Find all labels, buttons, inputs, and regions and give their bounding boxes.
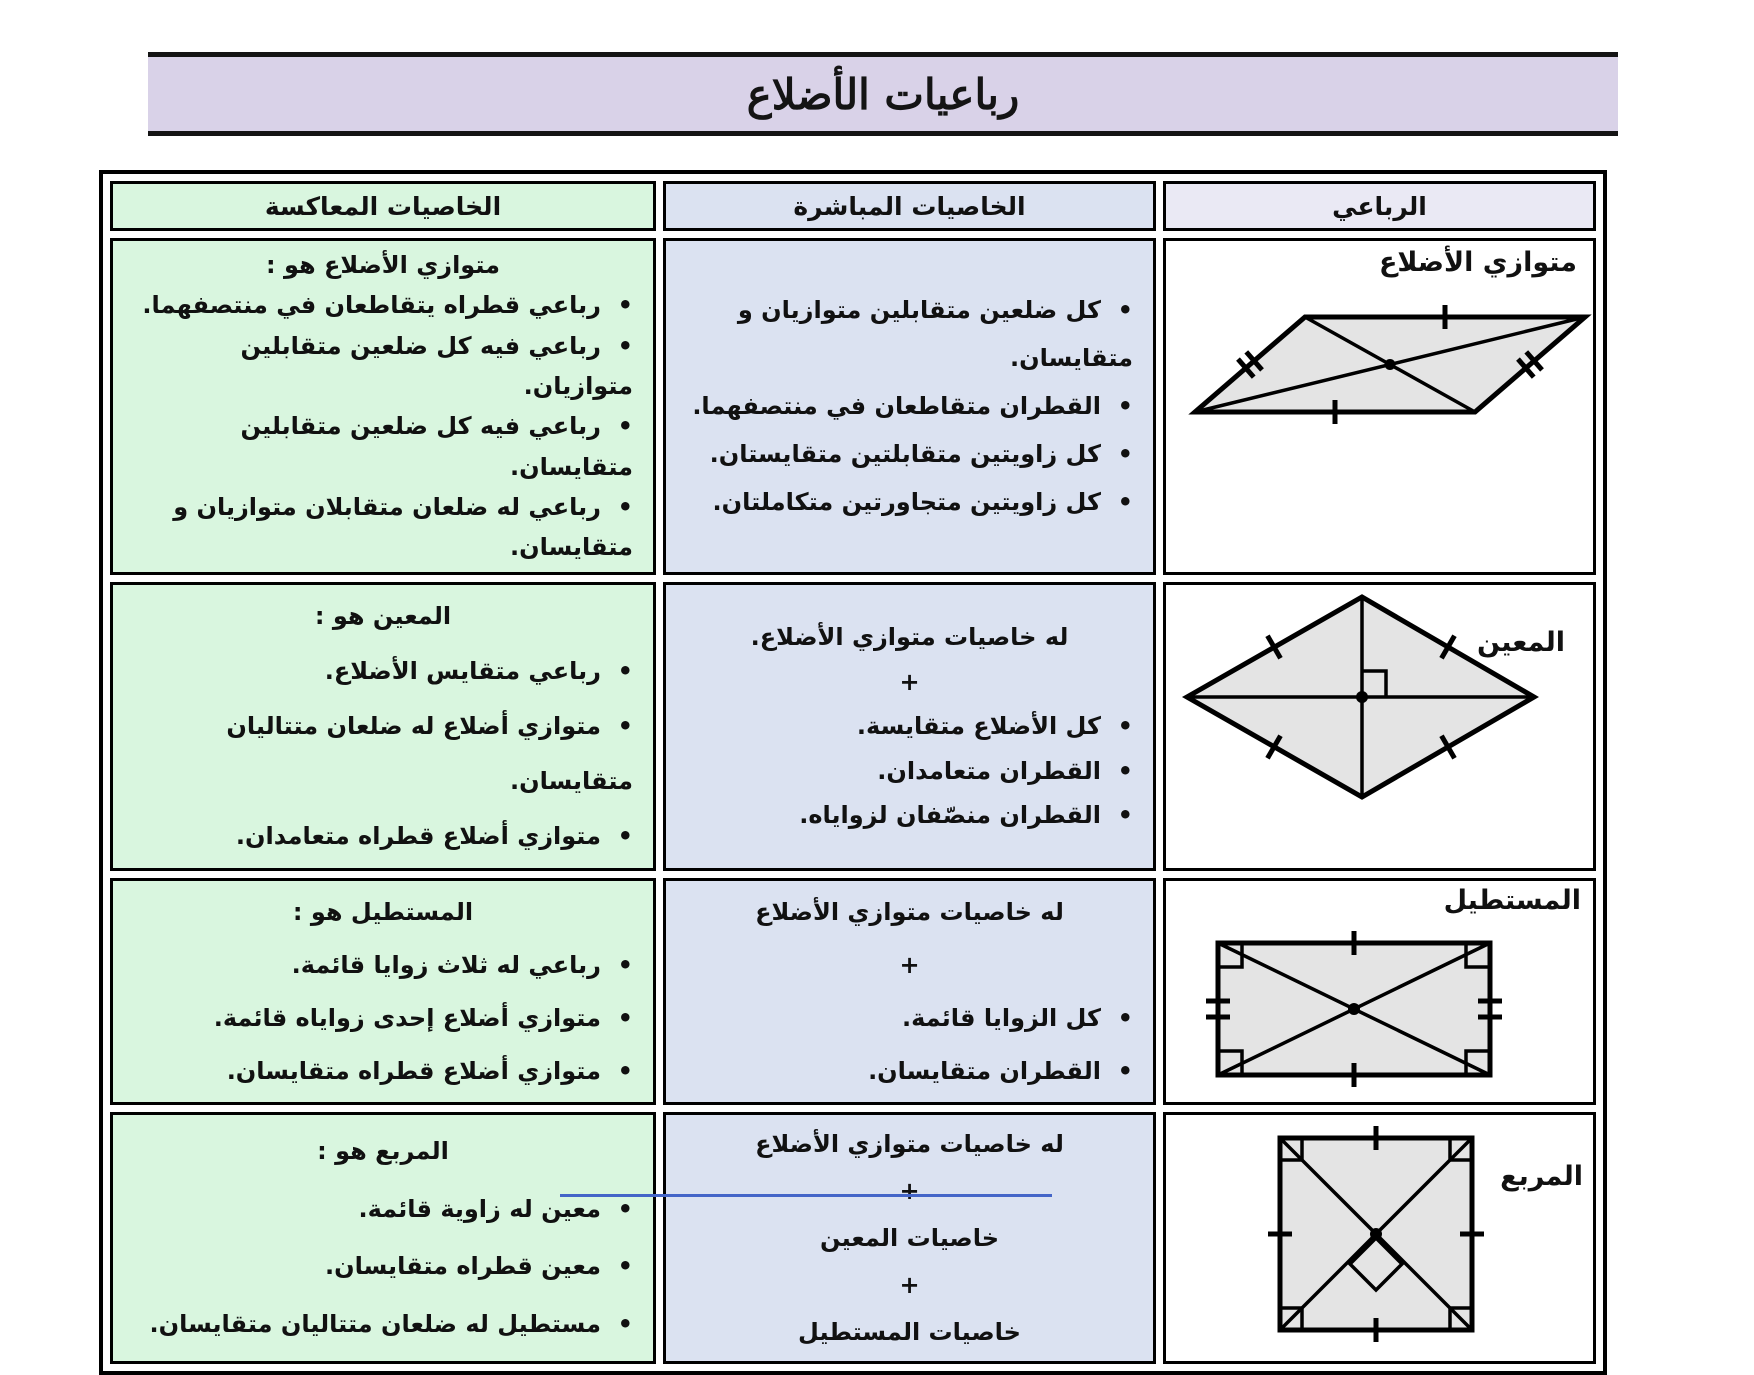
square-label: المربع [1500, 1161, 1583, 1193]
title-band [148, 52, 1618, 136]
direct-intro: له خاصيات متوازي الأضلاع. [750, 623, 1069, 652]
square-direct-cell [663, 1112, 1156, 1364]
converse-property: • رباعي فيه كل ضلعين متقابلين متقايسان. [129, 406, 637, 487]
direct-intro: له خاصيات متوازي الأضلاع [755, 898, 1064, 927]
direct-property: • القطران متقايسان. [682, 1045, 1137, 1098]
converse-property: • متوازي أضلاع إحدى زواياه قائمة. [129, 992, 637, 1045]
direct-property: • كل زاويتين متقابلتين متقايستان. [682, 430, 1137, 478]
converse-heading: المعين هو : [314, 601, 452, 630]
rectangle-figure-cell [1163, 878, 1596, 1105]
direct-line: له خاصيات متوازي الأضلاع [755, 1130, 1064, 1159]
plus-sign: + [899, 1270, 920, 1299]
square-converse-cell [110, 1112, 656, 1364]
rectangle-figure [1200, 925, 1504, 1089]
parallelogram-figure-cell [1163, 238, 1596, 575]
direct-line: خاصيات المستطيل [798, 1317, 1021, 1346]
converse-property: • متوازي أضلاع قطراه متقايسان. [129, 1045, 637, 1098]
rhombus-figure-cell [1163, 582, 1596, 872]
converse-property: • رباعي فيه كل ضلعين متقابلين متوازيان. [129, 326, 637, 407]
footer-divider [560, 1194, 1052, 1197]
direct-property: • كل زاويتين متجاورتين متكاملتان. [682, 478, 1137, 526]
plus-sign: + [899, 667, 920, 696]
rectangle-converse-cell [110, 878, 656, 1105]
direct-property: • القطران منصّفان لزواياه. [682, 793, 1137, 837]
direct-property: • القطران متعامدان. [682, 749, 1137, 793]
rectangle-direct-cell [663, 878, 1156, 1105]
square-figure-cell [1163, 1112, 1596, 1364]
square-figure [1262, 1120, 1490, 1348]
direct-property: • كل الزوايا قائمة. [682, 992, 1137, 1045]
converse-property: • معين له زاوية قائمة. [129, 1181, 637, 1239]
table-row-parallelogram [110, 238, 1596, 575]
rhombus-figure [1174, 585, 1546, 807]
parallelogram-direct-cell [663, 238, 1156, 575]
converse-property: • معين قطراه متقايسان. [129, 1238, 637, 1296]
parallelogram-converse-cell [110, 238, 656, 575]
rhombus-direct-cell [663, 582, 1156, 872]
direct-line: خاصيات المعين [819, 1224, 1000, 1253]
header-quadrilateral: الرباعي [1163, 181, 1596, 231]
rectangle-label: المستطيل [1443, 885, 1581, 917]
converse-heading: متوازي الأضلاع هو : [266, 251, 500, 279]
direct-property: • كل ضلعين متقابلين متوازيان و متقايسان. [682, 286, 1137, 382]
converse-heading: المستطيل هو : [292, 898, 474, 927]
table-row-square [110, 1112, 1596, 1364]
converse-property: • رباعي متقايس الأضلاع. [129, 644, 637, 699]
table-row-rectangle [110, 878, 1596, 1105]
rhombus-label: المعين [1476, 626, 1565, 658]
converse-property: • مستطيل له ضلعان متتاليان متقايسان. [129, 1296, 637, 1354]
converse-property: • رباعي له ضلعان متقابلان متوازيان و متقايسان. [129, 487, 637, 568]
plus-sign: + [899, 1177, 920, 1206]
parallelogram-figure [1178, 293, 1602, 431]
plus-sign: + [899, 951, 920, 980]
direct-property: • كل الأضلاع متقايسة. [682, 704, 1137, 748]
rhombus-converse-cell [110, 582, 656, 872]
document-title: رباعيات الأضلاع [746, 69, 1020, 119]
converse-property: • رباعي له ثلاث زوايا قائمة. [129, 939, 637, 992]
header-direct-properties: الخاصيات المباشرة [663, 181, 1156, 231]
direct-property: • القطران متقاطعان في منتصفهما. [682, 382, 1137, 430]
header-row [110, 181, 1596, 231]
converse-heading: المربع هو : [317, 1137, 449, 1166]
converse-property: • رباعي قطراه يتقاطعان في منتصفهما. [129, 285, 637, 325]
header-converse-properties: الخاصيات المعاكسة [110, 181, 656, 231]
converse-property: • متوازي أضلاع قطراه متعامدان. [129, 809, 637, 864]
converse-property: • متوازي أضلاع له ضلعان متتاليان متقايسان. [129, 699, 637, 809]
table-row-rhombus [110, 582, 1596, 872]
parallelogram-label: متوازي الأضلاع [1378, 247, 1577, 278]
